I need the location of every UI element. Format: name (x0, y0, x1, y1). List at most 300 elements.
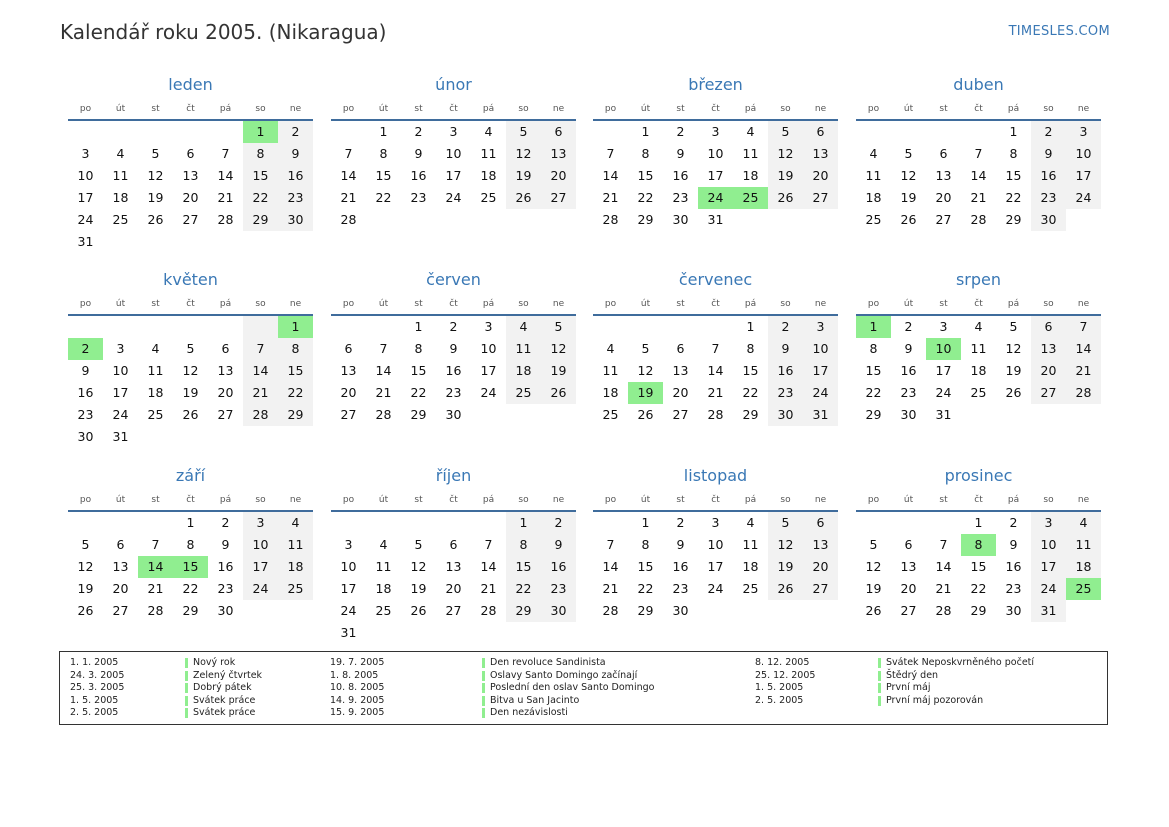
legend-date: 19. 7. 2005 (330, 657, 385, 668)
weekday-label: čt (974, 299, 983, 309)
weekday-label: po (342, 299, 355, 309)
day-cell: 31 (707, 212, 724, 227)
empty-cell (961, 121, 996, 143)
weekday-label: pá (744, 299, 757, 309)
empty-cell (1066, 404, 1101, 426)
day-grid (331, 121, 576, 231)
weekday-header (331, 492, 576, 512)
day-cell: 4 (379, 537, 388, 552)
day-cell: 3 (1031, 512, 1066, 534)
day-cell: 4 (116, 146, 125, 161)
empty-cell (138, 121, 173, 143)
day-cell: 12 (865, 559, 882, 574)
day-cell: 16 (445, 363, 462, 378)
day-cell: 9 (414, 146, 423, 161)
weekday-header (331, 101, 576, 121)
empty-cell (506, 404, 541, 426)
day-cell: 26 (768, 578, 803, 600)
day-cell: 6 (186, 146, 195, 161)
day-cell: 6 (541, 121, 576, 143)
day-cell: 22 (637, 190, 654, 205)
day-cell: 4 (746, 515, 755, 530)
day-cell: 10 (926, 338, 961, 360)
weekday-label: ne (814, 104, 827, 114)
legend-marker (185, 696, 188, 706)
day-cell: 16 (1005, 559, 1022, 574)
day-cell: 31 (935, 407, 952, 422)
empty-cell (471, 512, 506, 534)
day-cell: 8 (186, 537, 195, 552)
day-cell: 24 (1066, 187, 1101, 209)
legend-holiday-name: Dobrý pátek (193, 682, 252, 694)
day-cell: 15 (506, 556, 541, 578)
weekday-label: čt (974, 104, 983, 114)
legend-marker (878, 696, 881, 706)
weekday-label: pá (1007, 495, 1020, 505)
day-cell: 17 (77, 190, 94, 205)
month-name: prosinec (944, 466, 1013, 485)
day-cell: 22 (182, 581, 199, 596)
empty-cell (401, 209, 436, 231)
day-cell: 22 (506, 578, 541, 600)
day-grid (331, 512, 576, 644)
day-cell: 24 (112, 407, 129, 422)
day-cell: 12 (541, 338, 576, 360)
empty-cell (103, 121, 138, 143)
day-cell: 8 (414, 341, 423, 356)
empty-cell (733, 209, 768, 231)
day-cell: 18 (742, 168, 759, 183)
day-cell: 1 (641, 124, 650, 139)
day-cell: 24 (480, 385, 497, 400)
day-cell: 27 (182, 212, 199, 227)
weekday-label: so (780, 299, 791, 309)
day-cell: 23 (672, 190, 689, 205)
day-cell: 6 (676, 341, 685, 356)
day-cell: 3 (344, 537, 353, 552)
brand-link[interactable]: TIMESLES.COM (1008, 24, 1110, 39)
day-cell: 13 (935, 168, 952, 183)
weekday-header (331, 296, 576, 316)
weekday-label: út (903, 299, 914, 309)
empty-cell (173, 231, 208, 253)
empty-cell (996, 404, 1031, 426)
legend-holiday-name: Bitva u San Jacinto (490, 694, 580, 706)
day-cell: 24 (243, 578, 278, 600)
day-cell: 1 (414, 319, 423, 334)
day-cell: 3 (116, 341, 125, 356)
day-cell: 15 (278, 360, 313, 382)
empty-cell (366, 512, 401, 534)
legend-holiday-name: Štědrý den (886, 669, 939, 681)
empty-cell (331, 121, 366, 143)
day-cell: 22 (970, 581, 987, 596)
legend-marker (185, 683, 188, 693)
day-cell: 30 (1005, 603, 1022, 618)
legend-marker (482, 658, 485, 668)
day-cell: 1 (243, 121, 278, 143)
legend-marker (878, 658, 881, 668)
weekday-label: čt (186, 104, 195, 114)
day-cell: 19 (182, 385, 199, 400)
month-name: srpen (955, 270, 1002, 289)
day-cell: 30 (900, 407, 917, 422)
weekday-label: út (378, 299, 389, 309)
day-cell: 5 (869, 537, 878, 552)
empty-cell (768, 209, 803, 231)
day-cell: 18 (480, 168, 497, 183)
weekday-label: čt (186, 495, 195, 505)
month-11 (593, 466, 838, 622)
empty-cell (68, 316, 103, 338)
day-cell: 17 (445, 168, 462, 183)
day-grid (856, 121, 1101, 231)
weekday-label: ne (289, 299, 302, 309)
day-cell: 11 (506, 338, 541, 360)
day-cell: 21 (970, 190, 987, 205)
empty-cell (138, 512, 173, 534)
empty-cell (1066, 209, 1101, 231)
weekday-label: pá (219, 104, 232, 114)
day-grid (593, 512, 838, 622)
weekday-label: so (518, 104, 529, 114)
day-cell: 28 (340, 212, 357, 227)
day-cell: 3 (939, 319, 948, 334)
day-cell: 1 (746, 319, 755, 334)
empty-cell (471, 404, 506, 426)
empty-cell (733, 600, 768, 622)
day-cell: 27 (112, 603, 129, 618)
weekday-header (593, 492, 838, 512)
empty-cell (891, 121, 926, 143)
day-cell: 20 (803, 556, 838, 578)
day-cell: 5 (414, 537, 423, 552)
day-cell: 28 (217, 212, 234, 227)
weekday-label: po (79, 104, 92, 114)
day-cell: 3 (711, 124, 720, 139)
day-cell: 18 (112, 190, 129, 205)
day-cell: 22 (410, 385, 427, 400)
day-cell: 15 (375, 168, 392, 183)
day-cell: 14 (707, 363, 724, 378)
empty-cell (856, 512, 891, 534)
month-9 (68, 466, 313, 622)
day-cell: 19 (768, 165, 803, 187)
day-cell: 13 (672, 363, 689, 378)
day-cell: 11 (602, 363, 619, 378)
day-cell: 10 (707, 537, 724, 552)
weekday-label: st (939, 299, 948, 309)
day-cell: 14 (1066, 338, 1101, 360)
day-cell: 7 (344, 146, 353, 161)
day-cell: 4 (606, 341, 615, 356)
empty-cell (68, 512, 103, 534)
day-cell: 7 (974, 146, 983, 161)
day-cell: 26 (77, 603, 94, 618)
day-cell: 17 (1031, 556, 1066, 578)
month-name: leden (168, 75, 213, 94)
empty-cell (506, 209, 541, 231)
day-cell: 14 (480, 559, 497, 574)
day-cell: 22 (637, 581, 654, 596)
day-cell: 27 (541, 187, 576, 209)
month-name: březen (688, 75, 743, 94)
day-cell: 25 (733, 187, 768, 209)
weekday-label: pá (219, 495, 232, 505)
empty-cell (698, 600, 733, 622)
empty-cell (243, 600, 278, 622)
day-cell: 5 (506, 121, 541, 143)
day-cell: 9 (278, 143, 313, 165)
legend-holiday-name: Svátek práce (193, 707, 256, 719)
day-cell: 10 (707, 146, 724, 161)
day-cell: 6 (344, 341, 353, 356)
day-cell: 28 (243, 404, 278, 426)
day-grid (68, 512, 313, 622)
legend-marker (878, 671, 881, 681)
day-cell: 23 (278, 187, 313, 209)
day-cell: 12 (637, 363, 654, 378)
day-cell: 9 (904, 341, 913, 356)
empty-cell (541, 622, 576, 644)
day-cell: 1 (186, 515, 195, 530)
legend-holiday-name: Poslední den oslav Santo Domingo (490, 682, 655, 694)
empty-cell (278, 426, 313, 448)
day-cell: 5 (186, 341, 195, 356)
day-cell: 10 (803, 338, 838, 360)
empty-cell (366, 622, 401, 644)
day-grid (331, 316, 576, 426)
day-cell: 12 (1005, 341, 1022, 356)
day-cell: 18 (147, 385, 164, 400)
day-cell: 15 (243, 165, 278, 187)
weekday-label: st (939, 495, 948, 505)
day-cell: 27 (803, 578, 838, 600)
day-cell: 22 (742, 385, 759, 400)
month-name: říjen (435, 466, 472, 485)
day-cell: 21 (147, 581, 164, 596)
day-cell: 23 (768, 382, 803, 404)
day-cell: 22 (375, 190, 392, 205)
day-cell: 31 (112, 429, 129, 444)
day-cell: 16 (217, 559, 234, 574)
day-cell: 12 (506, 143, 541, 165)
legend-holiday-name: Den revoluce Sandinista (490, 657, 606, 668)
month-name: listopad (683, 466, 748, 485)
day-cell: 23 (541, 578, 576, 600)
day-cell: 12 (77, 559, 94, 574)
day-cell: 8 (641, 146, 650, 161)
day-cell: 3 (711, 515, 720, 530)
day-cell: 6 (803, 512, 838, 534)
empty-cell (103, 316, 138, 338)
day-cell: 19 (506, 165, 541, 187)
day-cell: 14 (970, 168, 987, 183)
day-cell: 19 (77, 581, 94, 596)
day-cell: 29 (506, 600, 541, 622)
day-cell: 25 (1066, 578, 1101, 600)
day-cell: 28 (970, 212, 987, 227)
day-cell: 28 (602, 212, 619, 227)
day-cell: 29 (742, 407, 759, 422)
legend-marker (185, 708, 188, 718)
weekday-header (856, 296, 1101, 316)
day-cell: 16 (768, 360, 803, 382)
legend-holiday-name: Nový rok (193, 657, 236, 668)
day-cell: 20 (541, 165, 576, 187)
day-cell: 16 (672, 168, 689, 183)
day-cell: 21 (217, 190, 234, 205)
weekday-header (593, 296, 838, 316)
day-cell: 18 (1066, 556, 1101, 578)
empty-cell (628, 316, 663, 338)
empty-cell (593, 512, 628, 534)
day-cell: 23 (672, 581, 689, 596)
weekday-label: po (867, 104, 880, 114)
day-cell: 4 (278, 512, 313, 534)
legend-date: 1. 8. 2005 (330, 669, 379, 681)
day-cell: 26 (147, 212, 164, 227)
empty-cell (541, 404, 576, 426)
day-cell: 1 (1009, 124, 1018, 139)
empty-cell (366, 209, 401, 231)
empty-cell (803, 209, 838, 231)
day-cell: 9 (768, 338, 803, 360)
day-cell: 1 (974, 515, 983, 530)
month-10 (331, 466, 576, 644)
empty-cell (366, 316, 401, 338)
weekday-label: út (378, 495, 389, 505)
empty-cell (593, 316, 628, 338)
legend-marker (482, 683, 485, 693)
day-grid (593, 121, 838, 231)
day-cell: 30 (278, 209, 313, 231)
day-cell: 25 (742, 581, 759, 596)
day-cell: 6 (904, 537, 913, 552)
day-cell: 7 (711, 341, 720, 356)
day-cell: 30 (672, 603, 689, 618)
weekday-label: st (151, 495, 160, 505)
day-cell: 5 (768, 121, 803, 143)
day-cell: 19 (410, 581, 427, 596)
empty-cell (856, 121, 891, 143)
month-name: duben (953, 75, 1004, 94)
month-name: červenec (678, 270, 753, 289)
weekday-label: ne (289, 104, 302, 114)
day-cell: 14 (243, 360, 278, 382)
day-cell: 28 (935, 603, 952, 618)
weekday-label: po (604, 495, 617, 505)
month-name: únor (435, 75, 472, 94)
day-cell: 2 (68, 338, 103, 360)
day-cell: 29 (243, 209, 278, 231)
day-cell: 12 (900, 168, 917, 183)
day-cell: 14 (375, 363, 392, 378)
day-cell: 1 (278, 316, 313, 338)
day-cell: 12 (768, 143, 803, 165)
day-cell: 17 (480, 363, 497, 378)
weekday-label: po (604, 104, 617, 114)
weekday-label: ne (552, 104, 565, 114)
day-cell: 11 (112, 168, 129, 183)
weekday-label: ne (814, 495, 827, 505)
day-cell: 4 (974, 319, 983, 334)
weekday-label: pá (482, 495, 495, 505)
weekday-header (68, 101, 313, 121)
day-cell: 2 (1009, 515, 1018, 530)
empty-cell (173, 121, 208, 143)
legend-holiday-name: Svátek Neposkvrněného početí (886, 657, 1035, 668)
day-cell: 18 (375, 581, 392, 596)
day-cell: 28 (1066, 382, 1101, 404)
day-cell: 10 (1031, 534, 1066, 556)
empty-cell (278, 231, 313, 253)
day-cell: 25 (970, 385, 987, 400)
empty-cell (243, 231, 278, 253)
day-cell: 26 (541, 382, 576, 404)
day-cell: 2 (768, 316, 803, 338)
legend-marker (185, 671, 188, 681)
day-cell: 7 (484, 537, 493, 552)
day-cell: 3 (449, 124, 458, 139)
day-cell: 24 (1031, 578, 1066, 600)
day-cell: 16 (77, 385, 94, 400)
day-cell: 11 (742, 537, 759, 552)
legend-marker (482, 708, 485, 718)
day-cell: 4 (151, 341, 160, 356)
weekday-label: st (414, 495, 423, 505)
empty-cell (138, 316, 173, 338)
day-cell: 13 (445, 559, 462, 574)
day-cell: 18 (742, 559, 759, 574)
day-cell: 25 (506, 382, 541, 404)
weekday-label: čt (449, 495, 458, 505)
weekday-label: út (378, 104, 389, 114)
day-cell: 23 (1005, 581, 1022, 596)
legend-date: 8. 12. 2005 (755, 657, 810, 668)
day-cell: 9 (449, 341, 458, 356)
day-cell: 2 (676, 515, 685, 530)
legend-marker (482, 671, 485, 681)
weekday-header (856, 492, 1101, 512)
empty-cell (663, 316, 698, 338)
day-cell: 14 (602, 168, 619, 183)
day-cell: 25 (480, 190, 497, 205)
day-cell: 31 (1031, 600, 1066, 622)
day-cell: 27 (217, 407, 234, 422)
day-cell: 9 (1009, 537, 1018, 552)
weekday-label: ne (814, 299, 827, 309)
day-cell: 10 (340, 559, 357, 574)
day-cell: 17 (803, 360, 838, 382)
day-cell: 25 (602, 407, 619, 422)
legend-date: 24. 3. 2005 (70, 669, 125, 681)
day-cell: 11 (147, 363, 164, 378)
day-cell: 30 (768, 404, 803, 426)
month-2 (331, 75, 576, 231)
day-cell: 13 (182, 168, 199, 183)
day-cell: 16 (278, 165, 313, 187)
empty-cell (243, 316, 278, 338)
weekday-label: so (1043, 495, 1054, 505)
day-cell: 30 (77, 429, 94, 444)
day-cell: 13 (803, 534, 838, 556)
day-cell: 12 (147, 168, 164, 183)
day-cell: 11 (278, 534, 313, 556)
day-cell: 18 (278, 556, 313, 578)
day-cell: 29 (1005, 212, 1022, 227)
day-cell: 19 (768, 556, 803, 578)
